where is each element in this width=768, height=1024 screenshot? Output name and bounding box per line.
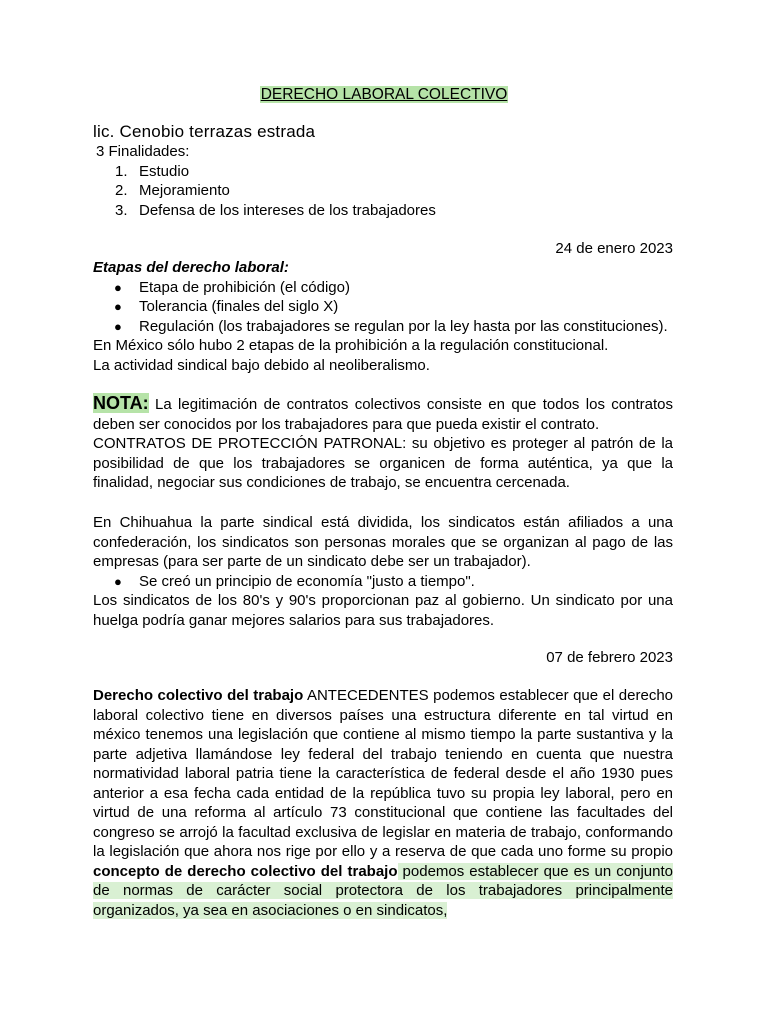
date-heading-1: 24 de enero 2023 [555, 240, 673, 257]
paragraph-actividad: La actividad sindical bajo debido al neoliberalismo. [93, 356, 430, 374]
list-item: 3. Defensa de los intereses de los trabajadores [115, 201, 436, 219]
derecho-section [93, 686, 673, 920]
nota-label: NOTA: [93, 393, 149, 413]
etapas-heading: Etapas del derecho laboral: [93, 259, 289, 276]
list-item: 1. Estudio [115, 162, 190, 180]
list-item: ● Regulación (los trabajadores se regulan por la ley hasta por las constituciones). [114, 317, 668, 335]
chihuahua-list [93, 572, 673, 592]
finalidades-list [93, 162, 673, 221]
finalidades-section [93, 142, 673, 220]
etapas-section [93, 258, 673, 375]
derecho-concept: concepto de derecho colectivo del trabajo [93, 862, 398, 880]
finalidades-heading: 3 Finalidades: [96, 143, 190, 160]
title-text: DERECHO LABORAL COLECTIVO [260, 86, 508, 103]
nota-section [93, 394, 673, 493]
author-line: lic. Cenobio terrazas estrada [93, 122, 316, 141]
list-item: ● Etapa de prohibición (el código) [114, 278, 350, 296]
paragraph-mexico: En México sólo hubo 2 etapas de la prohibición a la regulación constitucional. [93, 337, 609, 354]
list-item: ● Se creó un principio de economía "justo a tiempo". [114, 572, 475, 590]
paragraph-sindicatos: Los sindicatos de los 80's y 90's proporcionan paz al gobierno. Un sindicato por una huelga podría ganar mejores salarios para sus trabajadores. [93, 592, 673, 629]
chihuahua-section [93, 513, 673, 630]
list-item: ● Tolerancia (finales del siglo X) [114, 298, 339, 315]
document-title [0, 84, 768, 106]
nota-paragraph: NOTA: La legitimación de contratos colectivos consiste en que todos los contratos deben ser conocidos por los trabajadores para que pueda existir el contrato. [93, 393, 673, 433]
derecho-lead: Derecho colectivo del trabajo [93, 687, 304, 704]
paragraph-chihuahua: En Chihuahua la parte sindical está dividida, los sindicatos están afiliados a una confederación, los sindicatos son personas morales que se organizan al pago de las empresas (para ser parte de un sindicato debe ser un trabajador). [93, 514, 673, 570]
paragraph-contratos: CONTRATOS DE PROTECCIÓN PATRONAL: su objetivo es proteger al patrón de la posibilidad de que los trabajadores se organicen de forma auténtica, ya que la finalidad, negociar sus condiciones de trabajo, se encuentra cercenada. [93, 435, 673, 491]
bullet-icon: ● [114, 573, 122, 589]
list-item: 2. Mejoramiento [115, 182, 230, 199]
bullet-icon: ● [114, 299, 122, 314]
date-heading-2: 07 de febrero 2023 [546, 649, 673, 666]
highlighted-text: podemos establecer que es un conjunto de normas de carácter social protectora de los trabajadores principalmente organizados, ya sea en asociaciones o en sindicatos, [93, 862, 673, 919]
bullet-icon: ● [114, 318, 122, 334]
etapas-list [93, 278, 673, 337]
paragraph-derecho: Derecho colectivo del trabajo ANTECEDENTES podemos establecer que el derecho laboral colectivo tiene en diversos países una estructura diferente en tal virtud en méxico tenemos una legislación que contiene al mismo tiempo la parte sustantiva y la parte adjetiva llamándose ley federal del trabajo teniendo en cuenta que nuestra normatividad laboral patria tiene la característica de federal desde el año 1930 pues anterior a esa fecha cada entidad de la república tuvo su propia ley laboral, pero en virtud de una reforma al artículo 73 constitucional que contiene las facultades del congreso se arrojó la facultad exclusiva de legislar en materia de trabajo, conformando la legislación que ahora nos rige por ello y a reserva de que cada uno forme su propio concepto de derecho colectivo del trabajo podemos establecer que es un conjunto de normas de carácter social protectora de los trabajadores principalmente organizados, ya sea en asociaciones o en sindicatos, [93, 687, 674, 919]
bullet-icon: ● [114, 279, 122, 295]
